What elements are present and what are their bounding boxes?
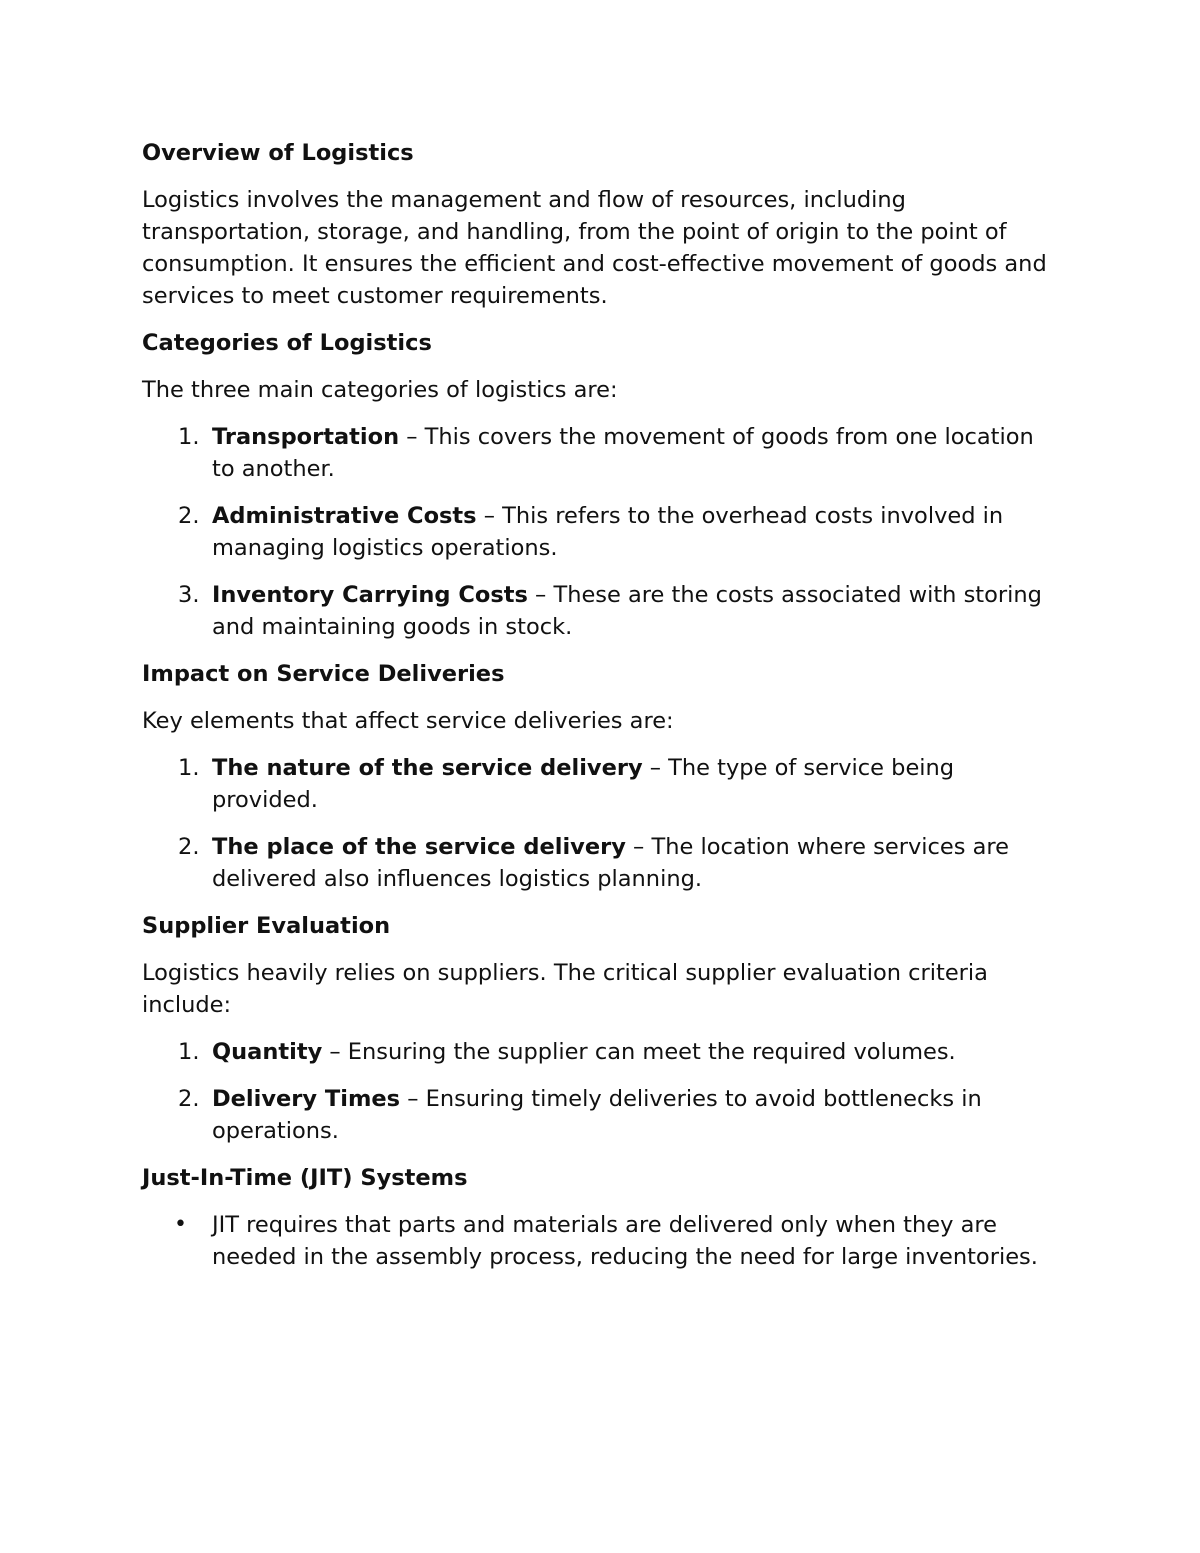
list-description: – Ensuring the supplier can meet the required volumes.: [322, 1039, 956, 1065]
impact-intro: Key elements that affect service deliveries are:: [142, 708, 674, 734]
list-item: [142, 752, 1062, 816]
list-number: 3.: [178, 582, 200, 608]
list-number: 2.: [178, 1086, 200, 1112]
list-term: Inventory Carrying Costs: [212, 582, 528, 608]
list-number: 1.: [178, 424, 200, 450]
list-term: Transportation: [212, 424, 400, 450]
categories-list: [142, 421, 1062, 643]
list-item: [142, 1036, 1062, 1068]
list-text: JIT requires that parts and materials are delivered only when they are needed in the assembly process, reducing the need for large inventories.: [212, 1212, 1038, 1270]
list-description: – This covers the movement of goods from one location to another.: [212, 424, 1034, 482]
list-term: Administrative Costs: [212, 503, 477, 529]
list-item: [142, 421, 1062, 485]
categories-intro: The three main categories of logistics are:: [142, 377, 618, 403]
list-number: 1.: [178, 755, 200, 781]
list-number: 2.: [178, 834, 200, 860]
list-description: – This refers to the overhead costs involved in managing logistics operations.: [212, 503, 1004, 561]
list-item: [142, 500, 1062, 564]
impact-heading: Impact on Service Deliveries: [142, 661, 505, 687]
list-term: Delivery Times: [212, 1086, 401, 1112]
overview-body: Logistics involves the management and flow of resources, including transportation, storage, and handling, from the point of origin to the point of consumption. It ensures the efficient and cost-effective movement of goods and services to meet customer requirements.: [142, 187, 1047, 309]
list-number: 2.: [178, 503, 200, 529]
list-item: [142, 1209, 1062, 1273]
overview-heading: Overview of Logistics: [142, 140, 414, 166]
categories-heading: Categories of Logistics: [142, 330, 432, 356]
list-description: – These are the costs associated with storing and maintaining goods in stock.: [212, 582, 1042, 640]
list-item: [142, 1083, 1062, 1147]
supplier-intro: Logistics heavily relies on suppliers. The critical supplier evaluation criteria include:: [142, 960, 988, 1018]
list-term: The nature of the service delivery: [212, 755, 643, 781]
document-page: [142, 137, 1062, 1288]
list-term: Quantity: [212, 1039, 323, 1065]
impact-list: [142, 752, 1062, 895]
list-description: – Ensuring timely deliveries to avoid bottlenecks in operations.: [212, 1086, 982, 1144]
list-description: – The type of service being provided.: [212, 755, 955, 813]
supplier-list: [142, 1036, 1062, 1147]
list-number: 1.: [178, 1039, 200, 1065]
list-term: The place of the service delivery: [212, 834, 626, 860]
jit-list: [142, 1209, 1062, 1273]
jit-heading: Just-In-Time (JIT) Systems: [142, 1165, 468, 1191]
supplier-heading: Supplier Evaluation: [142, 913, 391, 939]
list-item: [142, 831, 1062, 895]
list-description: – The location where services are delivered also influences logistics planning.: [212, 834, 1009, 892]
bullet-icon: •: [174, 1212, 187, 1237]
list-item: [142, 579, 1062, 643]
